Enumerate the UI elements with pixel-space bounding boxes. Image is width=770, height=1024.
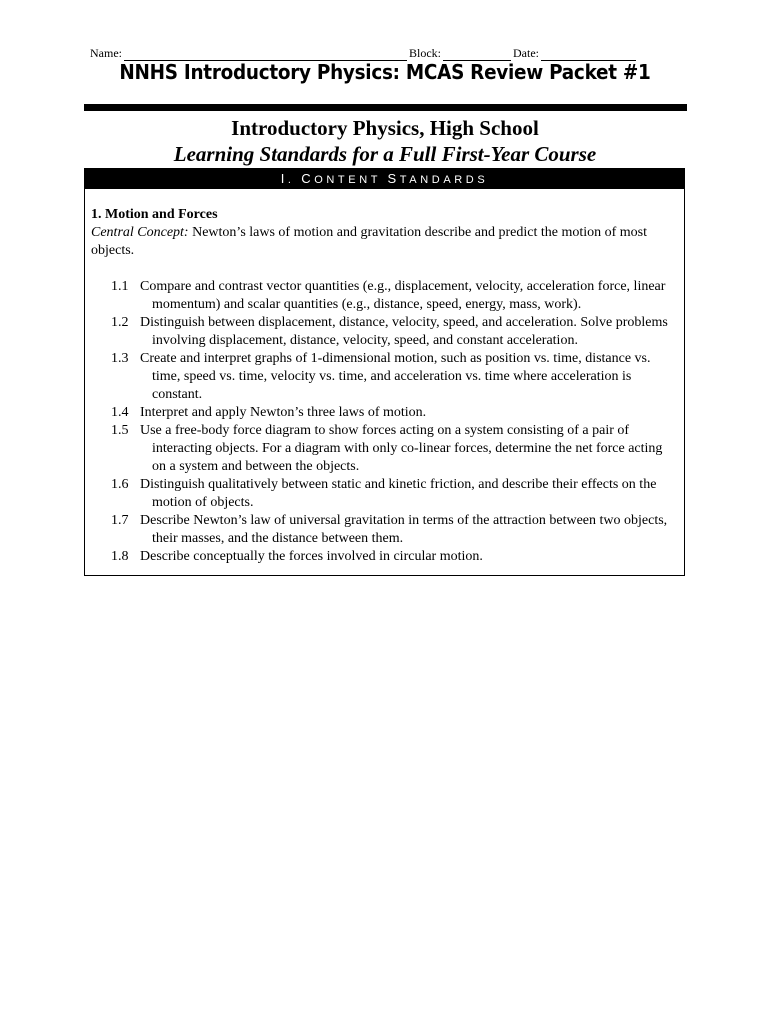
standard-item	[91, 476, 676, 512]
document-title: Introductory Physics, High School	[231, 116, 539, 140]
standard-text: Create and interpret graphs of 1-dimensional motion, such as position vs. time, distance vs. time, speed vs. time, velocity vs. time, and acceleration vs. time where acceleration is constant.	[140, 351, 651, 402]
standard-text: Describe Newton’s law of universal gravitation in terms of the attraction between two objects, their masses, and the distance between them.	[140, 513, 668, 546]
standard-number: 1.6	[111, 477, 129, 492]
standard-item	[91, 314, 676, 350]
document-subtitle: Learning Standards for a Full First-Year Course	[173, 142, 597, 166]
standard-text: Interpret and apply Newton’s three laws of motion.	[140, 405, 427, 420]
concept-label: Central Concept:	[91, 225, 189, 240]
student-info-line	[90, 46, 652, 61]
packet-title: NNHS Introductory Physics: MCAS Review Packet #1	[119, 60, 651, 84]
standards-list	[91, 278, 684, 566]
standard-text: Use a free-body force diagram to show forces acting on a system consisting of a pair of interacting objects. For a diagram with only co-linear forces, determine the net force acting on a system and between the objects.	[140, 423, 663, 474]
standard-item	[91, 350, 676, 404]
box-content	[85, 189, 684, 566]
standard-item	[91, 278, 676, 314]
standard-item	[91, 422, 676, 476]
content-standards-box	[84, 168, 685, 576]
standard-number: 1.2	[111, 315, 129, 330]
standard-text: Compare and contrast vector quantities (e.g., displacement, velocity, acceleration force, linear momentum) and scalar quantities (e.g., distance, speed, energy, mass, work).	[140, 279, 666, 312]
standard-number: 1.3	[111, 351, 129, 366]
standard-text: Distinguish between displacement, distance, velocity, speed, and acceleration. Solve problems involving displacement, distance, velocity, speed, and constant acceleration.	[140, 315, 668, 348]
central-concept	[91, 224, 664, 260]
section-bar	[85, 169, 684, 189]
standard-text: Distinguish qualitatively between static and kinetic friction, and describe their effects on the motion of objects.	[140, 477, 657, 510]
block-label: Block:	[409, 46, 441, 60]
standard-number: 1.4	[111, 405, 129, 420]
title-divider	[84, 104, 687, 111]
concept-text: Newton’s laws of motion and gravitation describe and predict the motion of most objects.	[91, 225, 648, 258]
standard-item	[91, 548, 676, 566]
standard-number: 1.1	[111, 279, 129, 294]
topic-heading: 1. Motion and Forces	[91, 207, 218, 222]
standard-number: 1.8	[111, 549, 129, 564]
standard-number: 1.7	[111, 513, 129, 528]
standard-item	[91, 404, 676, 422]
section-bar-label: I. CONTENT STANDARDS	[280, 171, 489, 186]
name-label: Name:	[90, 46, 122, 60]
standard-number: 1.5	[111, 423, 129, 438]
date-label: Date:	[513, 46, 539, 60]
standard-item	[91, 512, 676, 548]
standard-text: Describe conceptually the forces involved in circular motion.	[140, 549, 483, 564]
